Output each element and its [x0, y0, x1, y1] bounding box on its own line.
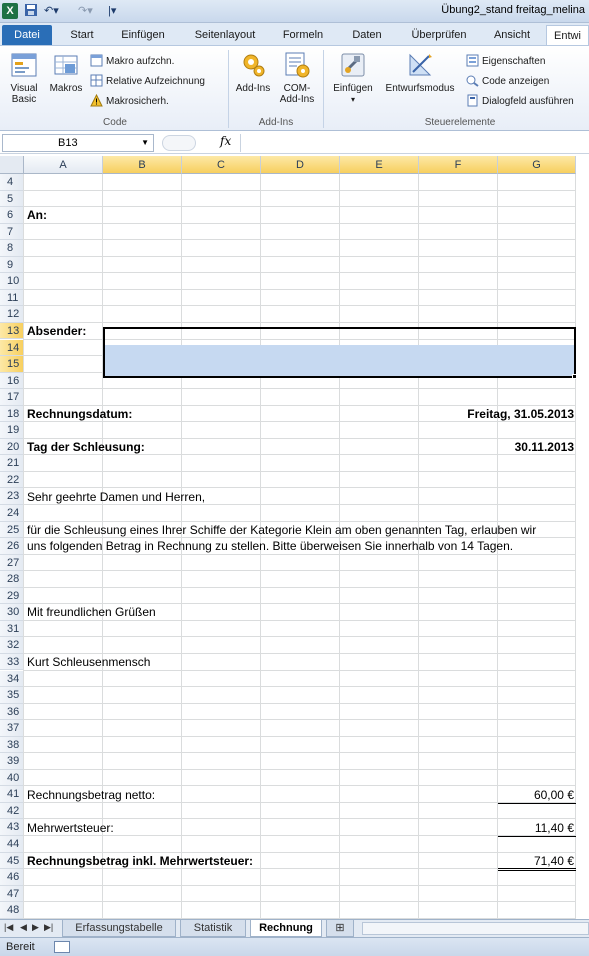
makros-button[interactable] — [46, 50, 86, 94]
row-header-39[interactable]: 39 — [0, 753, 24, 770]
properties-icon — [466, 54, 479, 67]
gridline-horizontal — [24, 272, 576, 273]
code-anzeigen-button[interactable] — [466, 74, 549, 89]
row-header-13[interactable]: 13 — [0, 323, 24, 340]
ribbon-tabs — [0, 23, 589, 45]
formula-bar — [0, 132, 589, 154]
undo-icon[interactable]: ↶▾ — [44, 5, 59, 17]
row-header-9[interactable]: 9 — [0, 257, 24, 274]
makro-aufzeichnen-label: Makro aufzchn. — [106, 56, 175, 67]
einfuegen-control-button[interactable] — [328, 50, 378, 105]
row-header-19[interactable]: 19 — [0, 422, 24, 439]
column-header-c[interactable]: C — [182, 156, 261, 174]
row-header-25[interactable]: 25 — [0, 522, 24, 539]
code-anzeigen-label: Code anzeigen — [482, 76, 550, 87]
makrosicherheit-button[interactable] — [90, 94, 169, 109]
tab-formeln[interactable]: Formeln — [282, 29, 324, 41]
row-header-40[interactable]: 40 — [0, 770, 24, 787]
row-header-24[interactable]: 24 — [0, 505, 24, 522]
row-header-32[interactable]: 32 — [0, 637, 24, 654]
tab-ueberpruefen[interactable]: Überprüfen — [411, 29, 467, 41]
gridline-horizontal — [24, 703, 576, 704]
relative-aufzeichnung-label: Relative Aufzeichnung — [106, 76, 205, 87]
row-header-35[interactable]: 35 — [0, 687, 24, 704]
cell-a33[interactable]: Kurt Schleusenmensch — [27, 655, 151, 669]
cell-g41[interactable]: 60,00 € — [533, 788, 574, 802]
row-header-36[interactable]: 36 — [0, 704, 24, 721]
column-header-g[interactable]: G — [498, 156, 576, 174]
row-header-23[interactable]: 23 — [0, 488, 24, 505]
row-header-47[interactable]: 47 — [0, 886, 24, 903]
name-box[interactable] — [2, 134, 154, 152]
row-header-21[interactable]: 21 — [0, 455, 24, 472]
customize-quick-access-icon[interactable]: |▾ — [108, 5, 117, 17]
cell-g45[interactable]: 71,40 € — [533, 854, 574, 868]
sheet-tab-erfassungstabelle[interactable]: Erfassungstabelle — [62, 920, 176, 937]
name-box-value: B13 — [58, 137, 78, 149]
cell-g45-double-underline-1 — [498, 868, 576, 869]
cell-a25[interactable]: für die Schleusung eines Ihrer Schiffe der Kategorie Klein am oben genannten Tag, erlauben wir — [27, 523, 537, 537]
tab-entwicklertools[interactable]: Entwi — [546, 25, 589, 45]
tab-start[interactable]: Start — [70, 29, 94, 41]
sheet-tab-rechnung[interactable]: Rechnung — [250, 920, 322, 937]
visual-basic-icon — [9, 50, 39, 80]
save-icon[interactable] — [24, 3, 38, 19]
row-header-22[interactable]: 22 — [0, 472, 24, 489]
column-header-e[interactable]: E — [340, 156, 419, 174]
relative-record-icon — [90, 74, 103, 87]
cell-a20[interactable]: Tag der Schleusung: — [27, 440, 145, 454]
column-header-b[interactable]: B — [103, 156, 182, 174]
cell-a43[interactable]: Mehrwertsteuer: — [27, 821, 114, 835]
row-header-10[interactable]: 10 — [0, 273, 24, 290]
first-sheet-icon[interactable]: |◀ — [4, 922, 14, 932]
row-header-28[interactable]: 28 — [0, 571, 24, 588]
gear-icon — [238, 50, 268, 80]
window-title: Übung2_stand freitag_melina — [441, 4, 585, 16]
insert-sheet-icon[interactable]: ⊞ — [326, 920, 354, 937]
row-header-38[interactable]: 38 — [0, 737, 24, 754]
gridline-horizontal — [24, 206, 576, 207]
excel-icon[interactable]: X — [2, 3, 18, 19]
add-ins-label: Add-Ins — [235, 83, 271, 94]
tab-ansicht[interactable]: Ansicht — [493, 29, 531, 41]
macro-record-status-icon[interactable] — [54, 941, 70, 953]
gridline-horizontal — [24, 570, 576, 571]
cell-a6[interactable]: An: — [27, 208, 47, 222]
row-header-11[interactable]: 11 — [0, 290, 24, 307]
gridline-horizontal — [24, 289, 576, 290]
record-macro-icon — [90, 54, 103, 67]
cell-a26[interactable]: uns folgenden Betrag in Rechnung zu stellen. Bitte überweisen Sie innerhalb von 14 Tagen. — [27, 539, 514, 553]
formula-input[interactable] — [240, 134, 589, 152]
tab-einfuegen[interactable]: Einfügen — [121, 29, 165, 41]
row-header-6[interactable]: 6 — [0, 207, 24, 224]
eigenschaften-button[interactable] — [466, 54, 545, 69]
row-header-5[interactable]: 5 — [0, 191, 24, 208]
column-header-f[interactable]: F — [419, 156, 498, 174]
gridline-horizontal — [24, 885, 576, 886]
redo-icon[interactable]: ↷▾ — [78, 5, 93, 17]
column-header-d[interactable]: D — [261, 156, 340, 174]
row-header-37[interactable]: 37 — [0, 720, 24, 737]
gridline-horizontal — [24, 239, 576, 240]
makros-label: Makros — [49, 83, 83, 94]
gridline-horizontal — [24, 736, 576, 737]
row-header-17[interactable]: 17 — [0, 389, 24, 406]
gridline-horizontal — [24, 305, 576, 306]
com-add-ins-button[interactable] — [276, 50, 318, 105]
makrosicherheit-label: Makrosicherh. — [106, 96, 169, 107]
ribbon — [0, 45, 589, 131]
horizontal-scrollbar[interactable] — [362, 922, 589, 935]
next-sheet-icon[interactable]: ▶ — [32, 922, 39, 932]
gridline-horizontal — [24, 769, 576, 770]
cell-g20[interactable]: 30.11.2013 — [514, 440, 574, 454]
group-separator — [228, 50, 229, 128]
row-header-4[interactable]: 4 — [0, 174, 24, 191]
cell-g43[interactable]: 11,40 € — [534, 821, 574, 835]
gridline-horizontal — [24, 719, 576, 720]
cell-g45-double-underline-2 — [498, 870, 576, 871]
row-header-7[interactable]: 7 — [0, 224, 24, 241]
add-ins-button[interactable] — [232, 50, 274, 94]
status-bar — [0, 937, 589, 956]
relative-aufzeichnung-button[interactable] — [90, 74, 205, 89]
cell-g18[interactable]: Freitag, 31.05.2013 — [467, 407, 574, 421]
dropdown-arrow-icon: ▾ — [350, 95, 355, 104]
run-dialog-icon — [466, 94, 479, 107]
row-header-41[interactable]: 41 — [0, 786, 24, 803]
row-header-48[interactable]: 48 — [0, 902, 24, 919]
tab-daten[interactable]: Daten — [352, 29, 382, 41]
cell-g43-underline — [498, 836, 576, 837]
chevron-down-icon[interactable]: ▼ — [141, 138, 149, 147]
select-all-corner[interactable] — [0, 156, 24, 174]
cell-a30[interactable]: Mit freundlichen Grüßen — [27, 605, 156, 619]
cell-a23[interactable]: Sehr geehrte Damen und Herren, — [27, 490, 206, 504]
prev-sheet-icon[interactable]: ◀ — [20, 922, 27, 932]
row-header-18[interactable]: 18 — [0, 406, 24, 423]
gridline-horizontal — [24, 256, 576, 257]
column-header-a[interactable]: A — [24, 156, 103, 174]
gridline-horizontal — [24, 322, 576, 323]
einfuegen-control-label: Einfügen — [333, 83, 373, 94]
cell-a18[interactable]: Rechnungsdatum: — [27, 407, 133, 421]
com-add-ins-label: COM-Add-Ins — [279, 83, 315, 105]
gridline-horizontal — [24, 752, 576, 753]
gridline-horizontal — [24, 388, 576, 389]
warning-icon — [90, 94, 103, 107]
row-header-14[interactable]: 14 — [0, 340, 24, 357]
row-header-27[interactable]: 27 — [0, 555, 24, 572]
dialogfeld-ausfuehren-label: Dialogfeld ausführen — [482, 96, 574, 107]
formula-bar-expand-handle[interactable] — [162, 135, 196, 151]
row-header-31[interactable]: 31 — [0, 621, 24, 638]
macros-icon — [51, 50, 81, 80]
insert-function-icon[interactable]: fx — [220, 134, 232, 148]
gridline-horizontal — [24, 190, 576, 191]
row-header-16[interactable]: 16 — [0, 373, 24, 390]
gridline-horizontal — [24, 686, 576, 687]
insert-controls-icon — [338, 50, 368, 80]
row-header-20[interactable]: 20 — [0, 439, 24, 456]
row-header-43[interactable]: 43 — [0, 819, 24, 836]
row-header-30[interactable]: 30 — [0, 604, 24, 621]
row-header-46[interactable]: 46 — [0, 869, 24, 886]
sheet-tab-statistik[interactable]: Statistik — [180, 920, 246, 937]
code-group-label: Code — [103, 117, 127, 128]
view-code-icon — [466, 74, 479, 87]
row-header-12[interactable]: 12 — [0, 306, 24, 323]
cell-a13[interactable]: Absender: — [27, 324, 87, 338]
gridline-horizontal — [24, 636, 576, 637]
gridline-horizontal — [24, 901, 576, 902]
gridline-horizontal — [24, 223, 576, 224]
cell-a45[interactable]: Rechnungsbetrag inkl. Mehrwertsteuer: — [27, 854, 254, 868]
tab-datei[interactable]: Datei — [2, 25, 52, 45]
tab-seitenlayout[interactable]: Seitenlayout — [194, 29, 256, 41]
cell-a41[interactable]: Rechnungsbetrag netto: — [27, 788, 156, 802]
row-header-8[interactable]: 8 — [0, 240, 24, 257]
selected-range-border[interactable] — [103, 327, 576, 378]
row-header-45[interactable]: 45 — [0, 853, 24, 870]
status-text: Bereit — [6, 941, 35, 953]
gridline-vertical — [23, 174, 24, 919]
design-mode-icon — [405, 50, 435, 80]
last-sheet-icon[interactable]: ▶| — [44, 922, 54, 932]
row-header-34[interactable]: 34 — [0, 671, 24, 688]
group-separator — [323, 50, 324, 128]
row-header-42[interactable]: 42 — [0, 803, 24, 820]
makro-aufzeichnen-button[interactable] — [90, 54, 174, 69]
title-bar — [0, 0, 589, 23]
visual-basic-label: Visual Basic — [10, 83, 38, 105]
sheet-tab-bar — [0, 919, 589, 937]
dialogfeld-ausfuehren-button[interactable] — [466, 94, 574, 109]
fill-handle[interactable] — [572, 374, 577, 379]
com-add-ins-icon — [282, 50, 312, 80]
eigenschaften-label: Eigenschaften — [482, 56, 546, 67]
gridline-vertical — [575, 174, 576, 919]
row-header-29[interactable]: 29 — [0, 588, 24, 605]
gridline-horizontal — [24, 471, 576, 472]
visual-basic-button[interactable] — [4, 50, 44, 105]
row-header-44[interactable]: 44 — [0, 836, 24, 853]
worksheet-grid[interactable] — [0, 156, 589, 919]
cell-g41-underline — [498, 803, 576, 804]
entwurfsmodus-button[interactable] — [380, 50, 460, 94]
entwurfsmodus-label: Entwurfsmodus — [385, 83, 455, 94]
row-header-26[interactable]: 26 — [0, 538, 24, 555]
row-header-15[interactable]: 15 — [0, 356, 24, 373]
steuerelemente-group-label: Steuerelemente — [424, 117, 496, 128]
add-ins-group-label: Add-Ins — [258, 117, 294, 128]
row-header-33[interactable]: 33 — [0, 654, 24, 671]
gridline-horizontal — [24, 587, 576, 588]
